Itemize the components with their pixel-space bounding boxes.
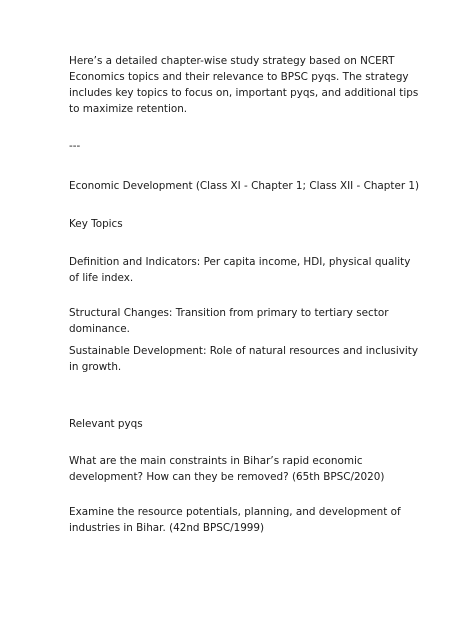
relevant-pyqs-heading: Relevant pyqs bbox=[69, 418, 143, 430]
pyq-item: Examine the resource potentials, planning, and development of industries in Bihar. (42nd BPSC/1999) bbox=[69, 506, 401, 534]
key-topic-item: Structural Changes: Transition from primary to tertiary sector dominance. bbox=[69, 307, 389, 335]
key-topic-item: Sustainable Development: Role of natural resources and inclusivity in growth. bbox=[69, 345, 418, 373]
intro-paragraph: Here’s a detailed chapter-wise study strategy based on NCERT Economics topics and their relevance to BPSC pyqs. The strategy includes key topics to focus on, important pyqs, and additional tips to maximize retention. bbox=[69, 55, 419, 115]
pyq-item: What are the main constraints in Bihar’s rapid economic development? How can they be removed? (65th BPSC/2020) bbox=[69, 455, 385, 483]
key-topics-heading: Key Topics bbox=[69, 218, 123, 230]
separator-line: --- bbox=[69, 140, 81, 152]
key-topic-item: Definition and Indicators: Per capita income, HDI, physical quality of life index. bbox=[69, 256, 411, 284]
section-heading: Economic Development (Class XI - Chapter 1; Class XII - Chapter 1) bbox=[69, 180, 420, 192]
